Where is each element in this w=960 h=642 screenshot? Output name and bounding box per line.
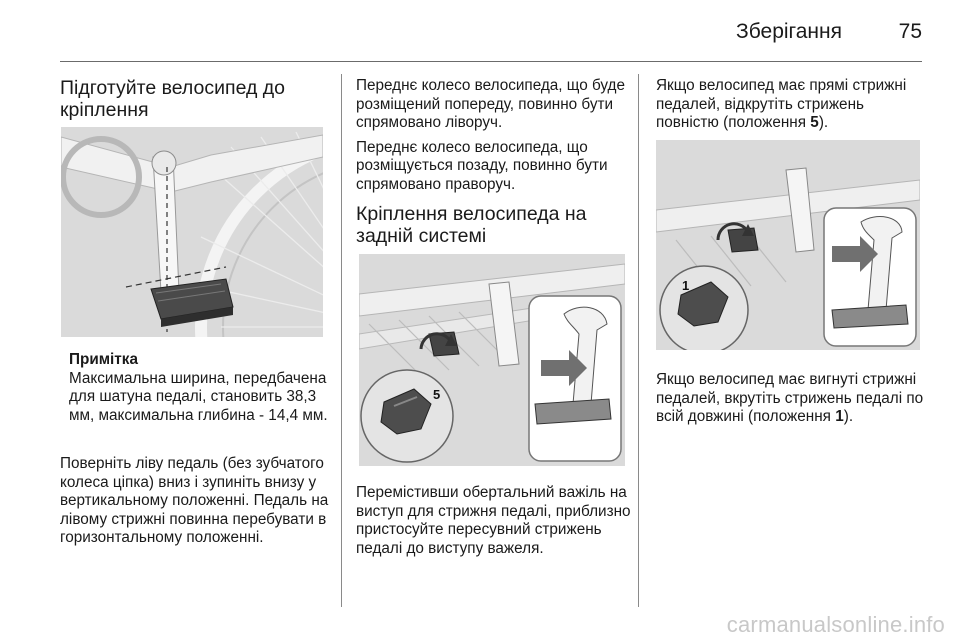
text-curved-rods: Якщо велосипед має вигнуті стрижні педалей, вкрутіть стрижень педалі по всій довжині (положення: [656, 371, 924, 426]
page-title: Зберігання: [736, 20, 842, 43]
figure-rotary-lever: [359, 254, 625, 466]
column-3-body: [656, 371, 932, 427]
position-label-1: 1: [682, 278, 690, 293]
position-number-1: 1: [835, 408, 844, 426]
column-1-body: [60, 455, 332, 548]
page-number: 75: [898, 20, 922, 43]
position-number-5: 5: [810, 114, 819, 132]
watermark: carmanualsonline.info: [726, 612, 945, 637]
note-text: Максимальна ширина, передбачена для шатуна педалі, становить 38,3 мм, максимальна глибина - 14,4 мм.: [69, 369, 328, 424]
paragraph-pedal-position: Поверніть ліву педаль (без зубчатого колеса ціпка) вниз і зупиніть внизу у вертикальному положенні. Педаль на лівому стрижні повинна перебувати в горизонтальному положенні.: [60, 455, 329, 547]
note-box: [69, 351, 329, 425]
text-close-paren: ).: [818, 114, 829, 132]
position-label-5: 5: [433, 387, 441, 402]
paragraph-front-wheel-right: Переднє колесо велосипеда, що розміщується позаду, повинно бути спрямовано праворуч.: [356, 138, 608, 193]
column-2-body: [356, 484, 632, 558]
column-3: [656, 77, 928, 139]
paragraph-front-wheel-left: Переднє колесо велосипеда, що буде розміщений попереду, повинно бути спрямовано ліворуч.: [356, 77, 625, 132]
column-divider-1: [341, 74, 342, 607]
text-close-paren-2: ).: [843, 408, 854, 426]
figure-pedal-vertical: [61, 127, 323, 337]
figure-rod-extended: [656, 140, 920, 350]
text-straight-rods: Якщо велосипед має прямі стрижні педалей, відкрутіть стрижень повністю (положення: [656, 77, 907, 132]
section-heading-prepare: Підготуйте велосипед до кріплення: [60, 77, 286, 121]
paragraph-rotary-lever: Перемістивши обертальний важіль на виступ для стрижня педалі, приблизно пристосуйте пересувний стрижень педалі до виступу важеля.: [356, 484, 631, 557]
header-rule: [60, 61, 922, 62]
note-title: Примітка: [69, 351, 138, 368]
paragraph-straight-rods: [656, 77, 928, 133]
section-heading-mounting: Кріплення велосипеда на задній системі: [356, 202, 587, 247]
column-divider-2: [638, 74, 639, 607]
column-2: [356, 77, 628, 247]
column-1: [60, 77, 328, 121]
paragraph-curved-rods: [656, 371, 932, 427]
